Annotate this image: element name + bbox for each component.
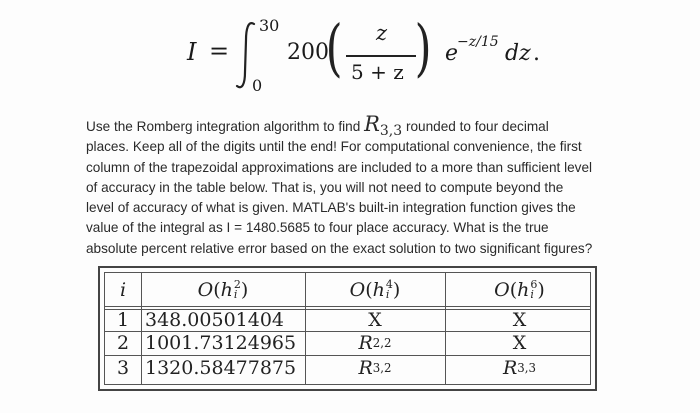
statement-line-6: value of the integral as I = 1480.5685 to four place accuracy. What is the true <box>86 220 549 236</box>
left-paren: ( <box>325 11 343 84</box>
r-letter: R <box>502 356 518 379</box>
r33-symbol <box>364 112 403 140</box>
coefficient: 200 <box>287 40 329 65</box>
right-paren: ) <box>414 11 432 84</box>
statement-line-5: level of accuracy of what is given. MATLAB's built-in integration function gives the <box>86 200 576 216</box>
upper-limit: 30 <box>259 16 280 35</box>
fraction-denominator: 5 + z <box>351 60 404 84</box>
row-2-trapezoid: 1001.73124965 <box>145 332 297 354</box>
problem-statement <box>86 112 646 259</box>
fraction-numerator: z <box>376 21 388 45</box>
r-letter: R <box>358 332 373 354</box>
row-3-trapezoid: 1320.58477875 <box>145 356 297 379</box>
statement-line-3: column of the trapezoidal approximations are included to a more than sufficient level <box>86 159 593 175</box>
differential: dz <box>505 41 531 66</box>
lhs-variable: I <box>187 38 197 66</box>
row-1-trapezoid: 348.00501404 <box>145 309 285 331</box>
power: 6 <box>530 277 538 291</box>
header-order-4: O ( h 4 i ) <box>349 277 401 301</box>
big-o: O <box>494 278 510 301</box>
fraction-bar <box>346 55 416 57</box>
lower-limit: 0 <box>252 76 263 95</box>
statement-text: Use the Romberg integration algorithm to find <box>86 119 361 134</box>
h-var: h <box>372 278 385 301</box>
row-2-order6: X <box>512 332 527 354</box>
r-subscript: 3,3 <box>379 123 403 140</box>
r-subscript: 3,2 <box>372 360 392 375</box>
exp-base: e <box>445 41 459 66</box>
row-3-order4 <box>305 355 445 380</box>
exponent: −z/15 <box>457 34 499 50</box>
index-sub: i <box>530 287 534 301</box>
row-2-index: 2 <box>116 332 130 354</box>
row-3-order6 <box>445 355 594 380</box>
r-subscript: 2,2 <box>372 336 392 350</box>
statement-line-2: places. Keep all of the digits until the end! For computational convenience, the first <box>86 139 582 155</box>
row-2-order4 <box>305 331 445 355</box>
statement-line-4: of accuracy in the table below. That is, you will not need to compute beyond the <box>86 179 564 195</box>
equals-sign: = <box>209 37 230 65</box>
statement-line-1 <box>86 112 646 140</box>
row-3-index: 3 <box>116 356 130 379</box>
big-o: O <box>349 278 366 301</box>
trapezoid-table <box>98 266 597 391</box>
r-letter: R <box>358 356 373 379</box>
r-subscript: 3,3 <box>517 360 537 375</box>
row-1-order4: X <box>368 309 382 331</box>
power: 2 <box>233 277 241 291</box>
row-1-order6: X <box>512 309 527 331</box>
index-sub: i <box>385 287 390 301</box>
statement-text: rounded to four decimal <box>405 119 549 134</box>
index-sub: i <box>233 287 238 301</box>
h-var: h <box>517 278 530 301</box>
header-order-6: O ( h 6 i ) <box>494 277 545 301</box>
statement-line-7: absolute percent relative error based on the exact solution to two significant figures? <box>86 240 593 256</box>
big-o: O <box>197 278 214 301</box>
integral-equation <box>0 0 700 112</box>
table-grid <box>104 272 591 385</box>
header-index: i <box>119 278 127 301</box>
row-divider <box>105 306 590 307</box>
equation-period: . <box>533 41 540 66</box>
header-order-2: O ( h 2 i ) <box>197 277 249 301</box>
row-1-index: 1 <box>116 309 130 331</box>
power: 4 <box>385 277 393 291</box>
r-letter: R <box>364 112 380 136</box>
h-var: h <box>220 278 233 301</box>
